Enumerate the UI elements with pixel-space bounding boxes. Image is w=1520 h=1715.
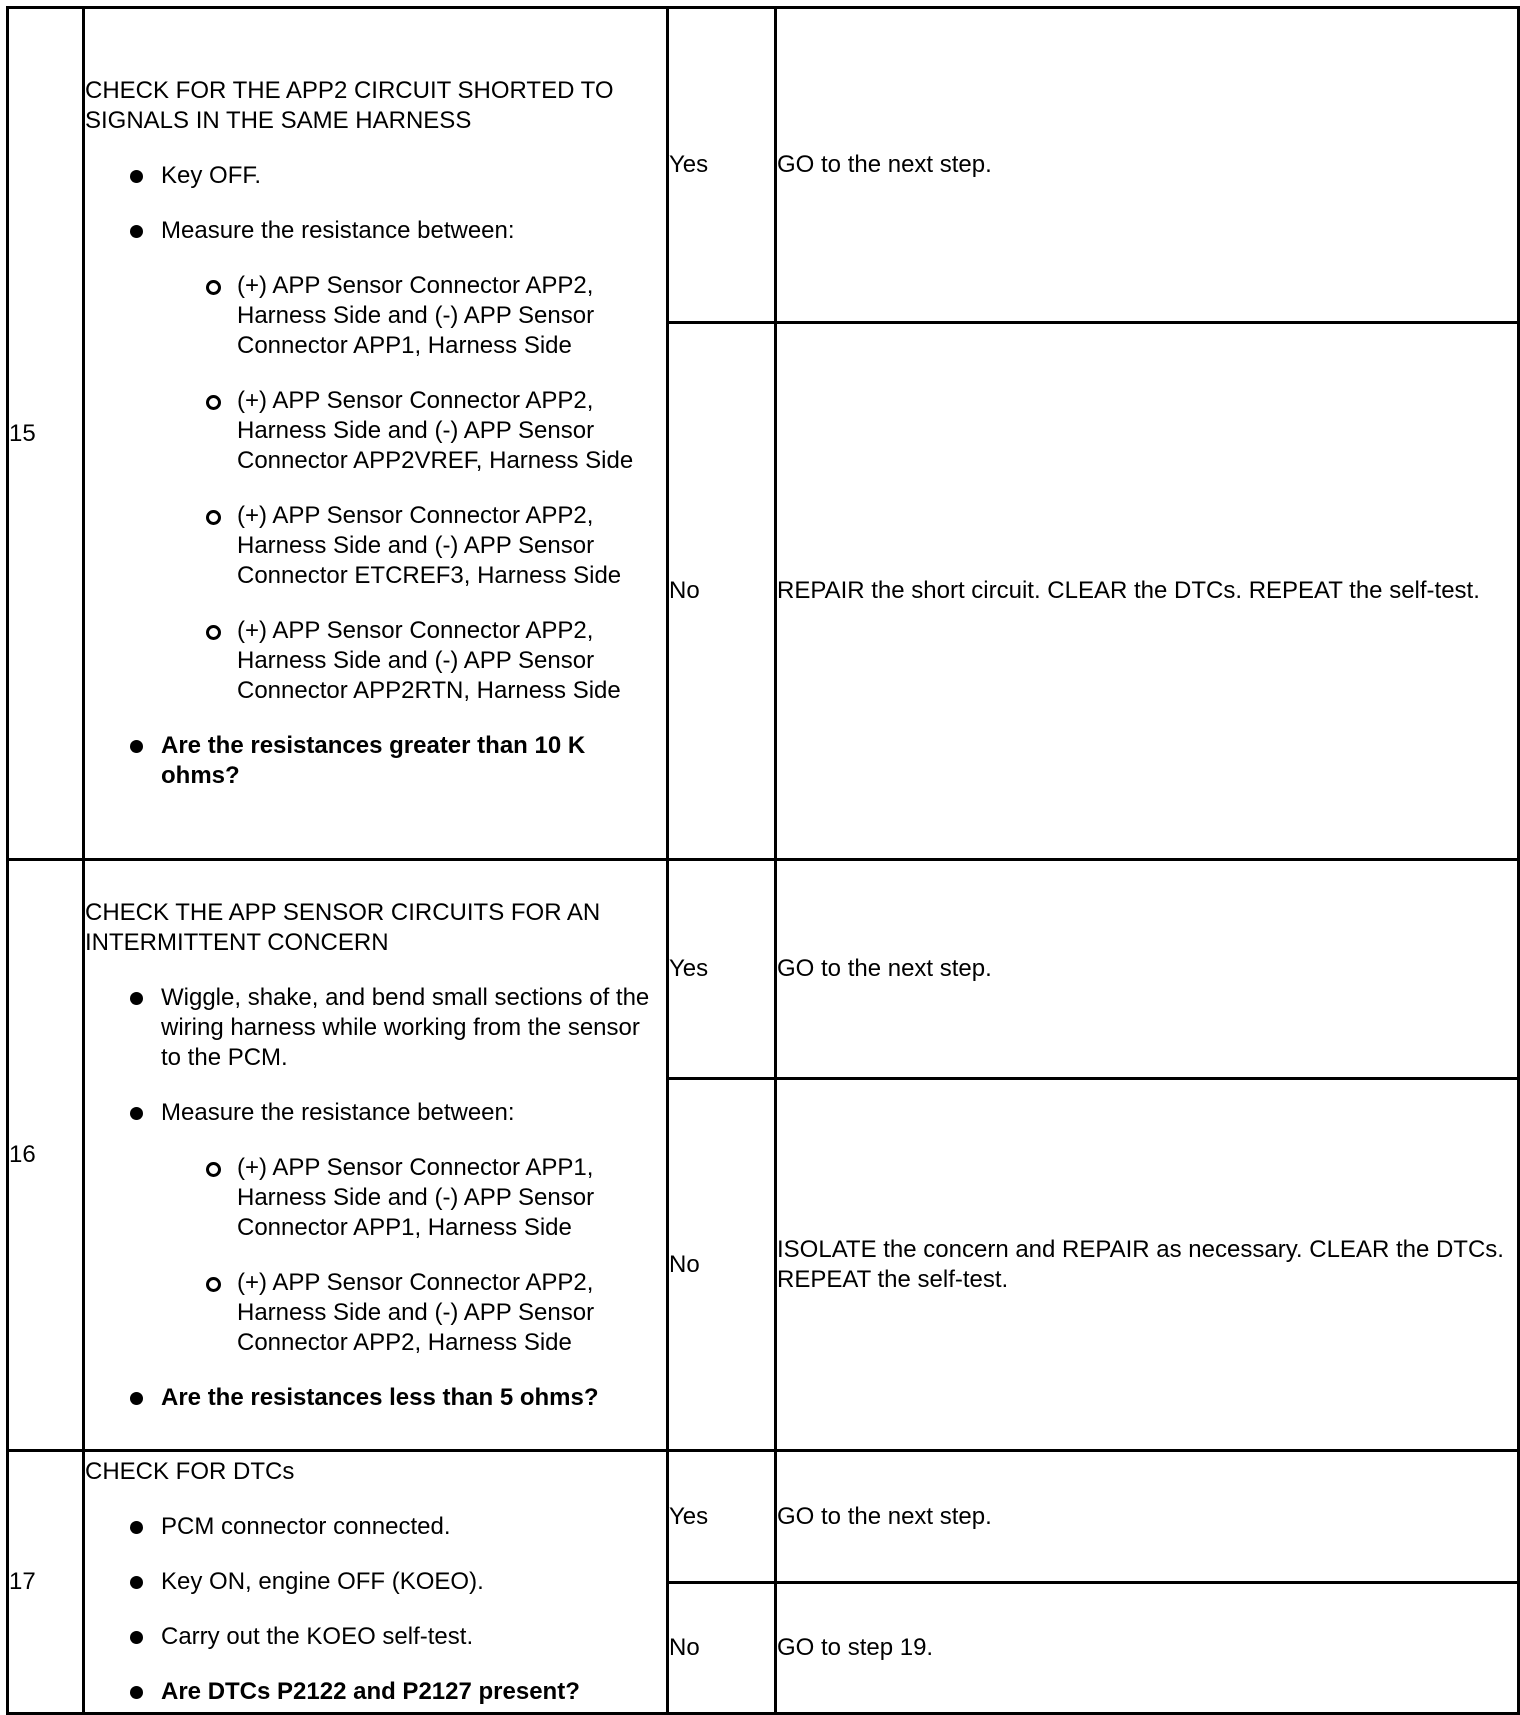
bullet-text: Wiggle, shake, and bend small sections of the wiring harness while working from the sensor to the PCM. xyxy=(161,983,650,1071)
step-title: CHECK FOR THE APP2 CIRCUIT SHORTED TO SIGNALS IN THE SAME HARNESS xyxy=(85,77,614,134)
bullet-item xyxy=(85,1567,666,1597)
sub-bullet-item xyxy=(161,1153,666,1243)
step-number: 17 xyxy=(8,1451,84,1714)
bullet-item xyxy=(85,216,666,706)
sub-bullet-item xyxy=(161,386,666,476)
bullet-text: Key ON, engine OFF (KOEO). xyxy=(161,1568,484,1595)
sub-bullet-item xyxy=(161,616,666,706)
step-row-15-yes xyxy=(8,8,1519,323)
bullet-item xyxy=(85,731,666,791)
result-outcome: REPAIR the short circuit. CLEAR the DTCs. REPEAT the self-test. xyxy=(776,323,1519,860)
step-title: CHECK FOR DTCs xyxy=(85,1458,295,1485)
bullet-item xyxy=(85,1512,666,1542)
bullet-dot-icon xyxy=(130,992,143,1005)
bullet-dot-icon xyxy=(130,1576,143,1589)
sub-bullet-text: (+) APP Sensor Connector APP2, Harness Side and (-) APP Sensor Connector APP2RTN, Harness Side xyxy=(237,617,621,704)
bullet-item xyxy=(85,1677,666,1707)
diagnostic-steps-table xyxy=(6,6,1520,1715)
bullet-circle-icon xyxy=(206,1277,221,1292)
sub-bullet-item xyxy=(161,271,666,361)
result-answer: No xyxy=(668,1079,776,1451)
sub-bullets xyxy=(161,271,666,706)
sub-bullets xyxy=(161,1153,666,1358)
bullet-item xyxy=(85,161,666,191)
sub-bullet-text: (+) APP Sensor Connector APP2, Harness Side and (-) APP Sensor Connector APP2VREF, Harness Side xyxy=(237,387,634,474)
result-answer: Yes xyxy=(668,860,776,1079)
step-bullets xyxy=(85,161,666,791)
bullet-item xyxy=(85,1383,666,1413)
step-number: 16 xyxy=(8,860,84,1451)
bullet-dot-icon xyxy=(130,170,143,183)
result-outcome: ISOLATE the concern and REPAIR as necessary. CLEAR the DTCs. REPEAT the self-test. xyxy=(776,1079,1519,1451)
bullet-text: PCM connector connected. xyxy=(161,1513,451,1540)
step-title: CHECK THE APP SENSOR CIRCUITS FOR AN INTERMITTENT CONCERN xyxy=(85,898,601,956)
bullet-item xyxy=(85,1622,666,1652)
bullet-circle-icon xyxy=(206,395,221,410)
bullet-circle-icon xyxy=(206,510,221,525)
sub-bullet-text: (+) APP Sensor Connector APP2, Harness Side and (-) APP Sensor Connector APP1, Harness Side xyxy=(237,272,595,359)
step-row-17-yes xyxy=(8,1451,1519,1583)
bullet-question: Are the resistances greater than 10 K ohms? xyxy=(161,732,586,789)
result-outcome: GO to the next step. xyxy=(776,860,1519,1079)
result-answer: No xyxy=(668,1583,776,1714)
step-row-16-yes xyxy=(8,860,1519,1079)
bullet-circle-icon xyxy=(206,280,221,295)
bullet-dot-icon xyxy=(130,1686,143,1699)
bullet-dot-icon xyxy=(130,1631,143,1644)
sub-bullet-item xyxy=(161,501,666,591)
result-answer: No xyxy=(668,323,776,860)
bullet-text: Carry out the KOEO self-test. xyxy=(161,1623,474,1650)
bullet-question: Are the resistances less than 5 ohms? xyxy=(161,1383,599,1411)
bullet-text: Measure the resistance between: xyxy=(161,217,515,244)
bullet-dot-icon xyxy=(130,225,143,238)
sub-bullet-text: (+) APP Sensor Connector APP1, Harness Side and (-) APP Sensor Connector APP1, Harness Side xyxy=(237,1153,595,1241)
bullet-text: Measure the resistance between: xyxy=(161,1098,515,1126)
bullet-dot-icon xyxy=(130,740,143,753)
result-outcome: GO to the next step. xyxy=(776,8,1519,323)
bullet-dot-icon xyxy=(130,1392,143,1405)
sub-bullet-text: (+) APP Sensor Connector APP2, Harness Side and (-) APP Sensor Connector ETCREF3, Harness Side xyxy=(237,502,622,589)
result-outcome: GO to step 19. xyxy=(776,1583,1519,1714)
bullet-circle-icon xyxy=(206,625,221,640)
bullet-dot-icon xyxy=(130,1107,143,1120)
sub-bullet-item xyxy=(161,1268,666,1358)
step-number: 15 xyxy=(8,8,84,860)
bullet-item xyxy=(85,1098,666,1358)
result-answer: Yes xyxy=(668,8,776,323)
step-action xyxy=(84,860,668,1451)
sub-bullet-text: (+) APP Sensor Connector APP2, Harness Side and (-) APP Sensor Connector APP2, Harness Side xyxy=(237,1268,595,1356)
step-bullets xyxy=(85,983,666,1413)
bullet-dot-icon xyxy=(130,1521,143,1534)
result-answer: Yes xyxy=(668,1451,776,1583)
bullet-item xyxy=(85,983,666,1073)
step-action xyxy=(84,1451,668,1714)
bullet-circle-icon xyxy=(206,1162,221,1177)
result-outcome: GO to the next step. xyxy=(776,1451,1519,1583)
step-bullets xyxy=(85,1512,666,1707)
step-action xyxy=(84,8,668,860)
bullet-text: Key OFF. xyxy=(161,162,262,189)
bullet-question: Are DTCs P2122 and P2127 present? xyxy=(161,1678,580,1705)
